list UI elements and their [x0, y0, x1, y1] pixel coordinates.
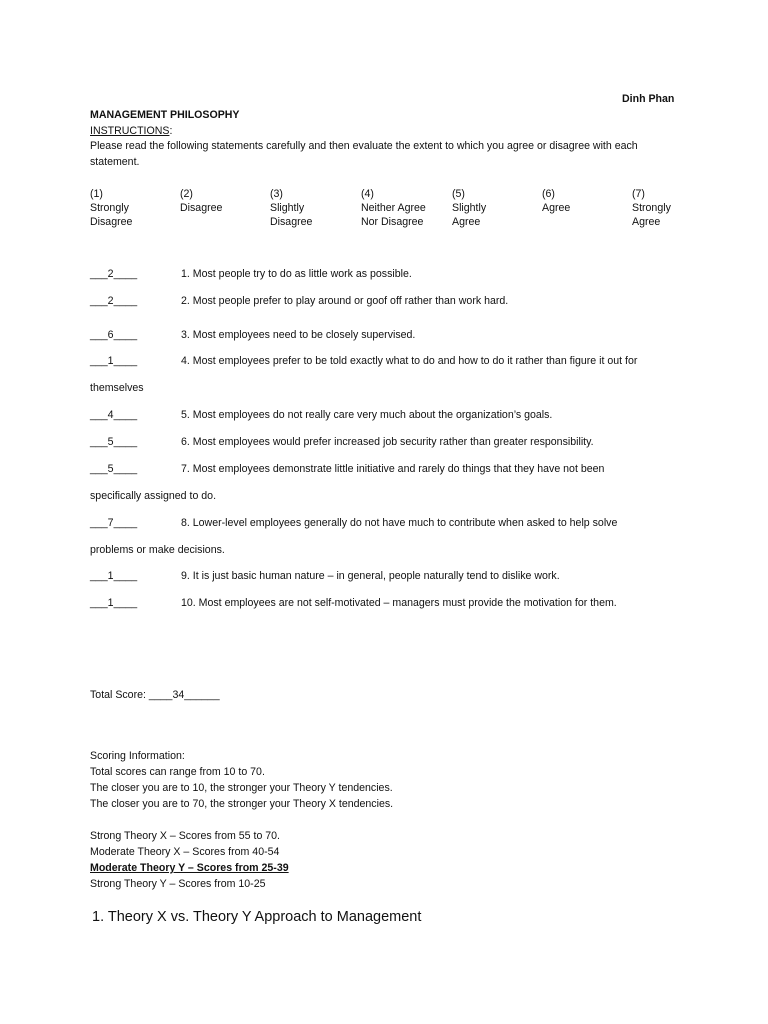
question-6-text: 6. Most employees would prefer increased job security rather than greater responsibility.	[181, 436, 594, 448]
question-9-answer: ___1____	[90, 570, 138, 582]
rating-scale	[90, 187, 690, 232]
instructions-heading	[90, 125, 172, 137]
section-heading: 1. Theory X vs. Theory Y Approach to Management	[92, 909, 422, 925]
question-8-answer: ___7____	[90, 517, 138, 529]
scale-num: (5)	[452, 188, 465, 200]
question-10-answer: ___1____	[90, 597, 138, 609]
question-7-text: 7. Most employees demonstrate little initiative and rarely do things that they have not been	[181, 463, 605, 475]
range-strong-theory-x: Strong Theory X – Scores from 55 to 70.	[90, 830, 280, 842]
instructions-line-2: statement.	[90, 156, 140, 168]
scale-num: (1)	[90, 188, 103, 200]
question-3-text: 3. Most employees need to be closely supervised.	[181, 329, 416, 341]
scoring-info-heading: Scoring Information:	[90, 750, 185, 762]
question-4-continuation: themselves	[90, 382, 144, 394]
question-4-answer: ___1____	[90, 355, 138, 367]
range-strong-theory-y: Strong Theory Y – Scores from 10-25	[90, 878, 266, 890]
scale-line1: Strongly	[90, 202, 129, 214]
question-6-answer: ___5____	[90, 436, 138, 448]
scale-item-7	[632, 187, 712, 229]
theory-ranges	[90, 828, 289, 892]
scale-num: (3)	[270, 188, 283, 200]
question-8-text: 8. Lower-level employees generally do not have much to contribute when asked to help solve	[181, 517, 618, 529]
scale-line1: Slightly	[452, 202, 487, 214]
total-score: Total Score: ____34______	[90, 689, 220, 701]
scale-line2: Disagree	[270, 216, 313, 228]
scale-num: (4)	[361, 188, 374, 200]
question-5-answer: ___4____	[90, 409, 138, 421]
scale-item-1	[90, 187, 170, 229]
scale-item-3	[270, 187, 350, 229]
scale-num: (7)	[632, 188, 645, 200]
question-9-text: 9. It is just basic human nature – in general, people naturally tend to dislike work.	[181, 570, 560, 582]
scale-line2: Nor Disagree	[361, 216, 424, 228]
scale-line2: Agree	[452, 216, 481, 228]
scale-line1: Agree	[542, 202, 571, 214]
question-5-text: 5. Most employees do not really care very much about the organization’s goals.	[181, 409, 553, 421]
instructions-label: INSTRUCTIONS	[90, 125, 170, 137]
document-title: MANAGEMENT PHILOSOPHY	[90, 109, 240, 121]
scale-line1: Neither Agree	[361, 202, 426, 214]
question-10-text: 10. Most employees are not self-motivated – managers must provide the motivation for them.	[181, 597, 617, 609]
question-7-continuation: specifically assigned to do.	[90, 490, 217, 502]
question-1-text: 1. Most people try to do as little work as possible.	[181, 268, 412, 280]
scale-item-4	[361, 187, 451, 229]
scale-line2: Disagree	[90, 216, 133, 228]
question-2-text: 2. Most people prefer to play around or goof off rather than work hard.	[181, 295, 509, 307]
scoring-information	[90, 748, 393, 812]
scoring-info-theory-y: The closer you are to 10, the stronger your Theory Y tendencies.	[90, 782, 393, 794]
instructions-line-1: Please read the following statements carefully and then evaluate the extent to which you agree or disagree with each	[90, 140, 638, 152]
question-2-answer: ___2____	[90, 295, 138, 307]
scoring-info-range: Total scores can range from 10 to 70.	[90, 766, 265, 778]
question-1-answer: ___2____	[90, 268, 138, 280]
scale-item-5	[452, 187, 532, 229]
question-4-text: 4. Most employees prefer to be told exactly what to do and how to do it rather than figure it out for	[181, 355, 638, 367]
scale-item-2	[180, 187, 260, 215]
instructions-colon: :	[169, 125, 173, 137]
scale-line1: Disagree	[180, 202, 223, 214]
scale-line1: Strongly	[632, 202, 671, 214]
question-3-answer: ___6____	[90, 329, 138, 341]
question-8-continuation: problems or make decisions.	[90, 544, 225, 556]
scale-item-6	[542, 187, 622, 215]
question-7-answer: ___5____	[90, 463, 138, 475]
author-name: Dinh Phan	[622, 93, 675, 105]
range-moderate-theory-y: Moderate Theory Y – Scores from 25-39	[90, 862, 289, 874]
range-moderate-theory-x: Moderate Theory X – Scores from 40-54	[90, 846, 280, 858]
scale-line1: Slightly	[270, 202, 305, 214]
scale-line2: Agree	[632, 216, 661, 228]
scale-num: (6)	[542, 188, 555, 200]
scoring-info-theory-x: The closer you are to 70, the stronger your Theory X tendencies.	[90, 798, 394, 810]
scale-num: (2)	[180, 188, 193, 200]
